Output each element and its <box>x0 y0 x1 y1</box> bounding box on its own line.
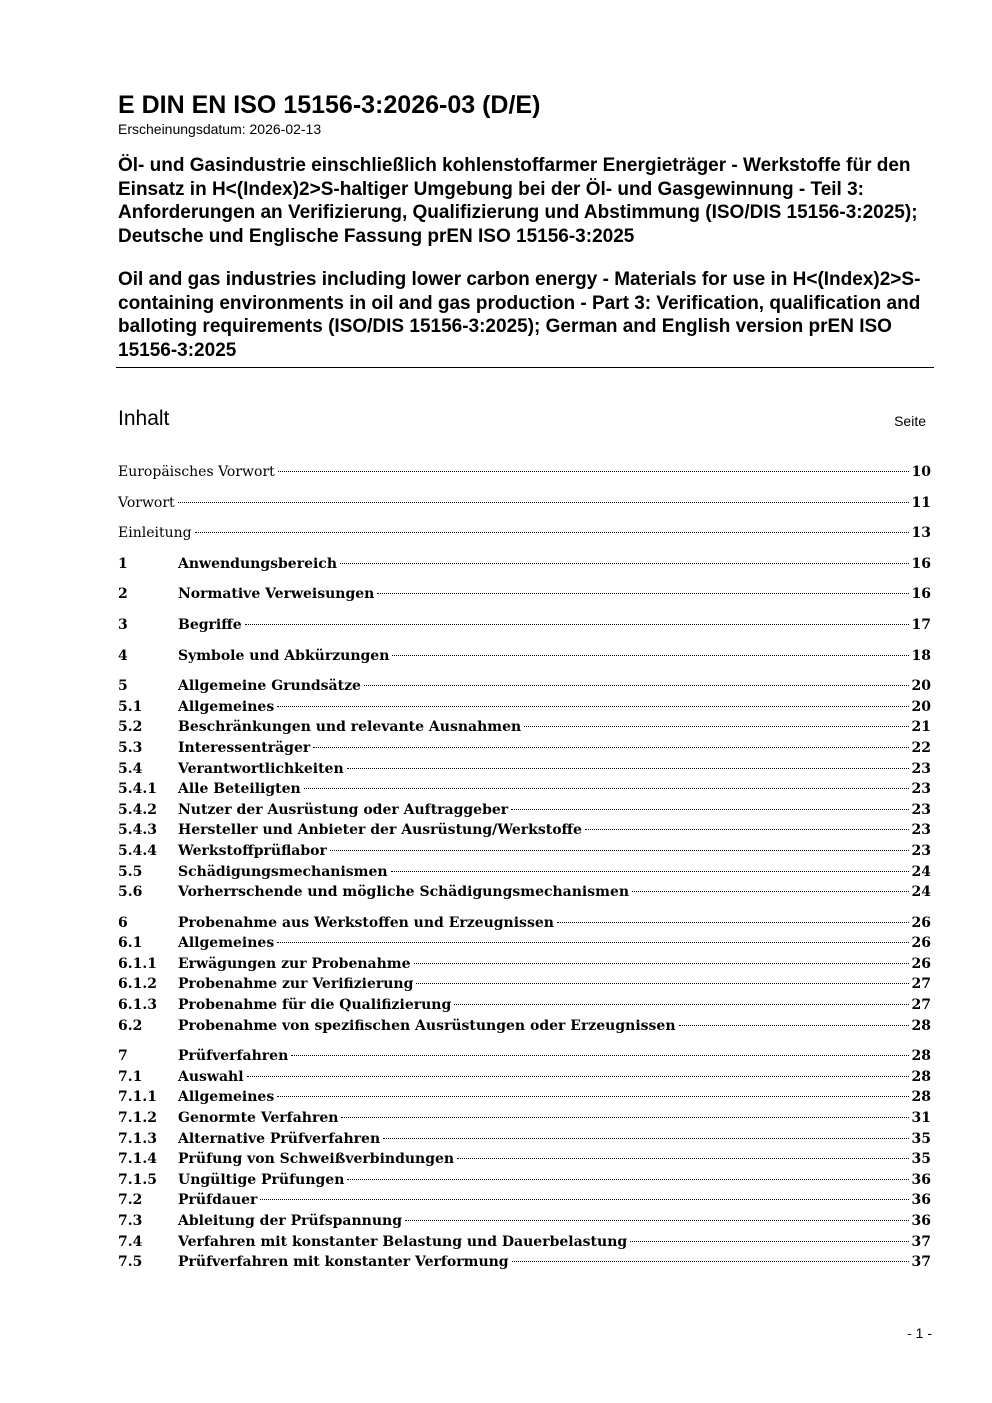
toc-dot-leader <box>247 1076 909 1077</box>
toc-dot-leader <box>392 655 908 656</box>
toc-dot-leader <box>313 747 908 748</box>
toc-entry-number: 6 <box>118 914 128 931</box>
toc-entry-number: 6.1.1 <box>118 955 157 972</box>
toc-entry-number: 5 <box>118 678 128 695</box>
toc-entry-label: Auswahl <box>178 1068 244 1085</box>
toc-entry-label: Allgemeine Grundsätze <box>178 678 361 695</box>
toc-entry-page: 27 <box>911 997 931 1014</box>
toc-entry[interactable] <box>118 1129 931 1150</box>
toc-entry[interactable] <box>118 862 931 883</box>
toc-entry[interactable] <box>118 800 931 821</box>
toc-dot-leader <box>630 1241 908 1242</box>
toc-entry-number: 5.3 <box>118 739 143 756</box>
toc-entry[interactable] <box>118 974 931 995</box>
toc-dot-leader <box>585 829 909 830</box>
toc-entry-number: 7.3 <box>118 1213 143 1229</box>
toc-entry-label: Allgemeines <box>178 698 275 715</box>
toc-entry-number: 7.2 <box>118 1192 143 1209</box>
toc-entry-number: 6.1 <box>118 935 143 952</box>
toc-dot-leader <box>416 983 908 984</box>
toc-dot-leader <box>277 706 908 707</box>
toc-entry-page: 18 <box>911 647 931 664</box>
toc-entry-number: 5.4.1 <box>118 781 157 798</box>
toc-entry-number: 7.1.2 <box>118 1110 157 1127</box>
toc-dot-leader <box>340 563 909 564</box>
title-german: Öl- und Gasindustrie einschließlich kohlenstoffarmer Energieträger - Werkstoffe für den Einsatz in H<(Index)2>S-haltiger Umgebung bei der Öl- und Gasgewinnung - Teil 3: Anforderungen an Verifizierung, Qualifizierung und Abstimmung (ISO/DIS 15156-3:2025); Deutsche und Englische Fassung prEN ISO 15156-3:2025 <box>118 155 918 247</box>
toc-entry-label: Europäisches Vorwort <box>118 464 275 480</box>
toc-entry-page: 23 <box>911 822 931 839</box>
toc-entry-page: 23 <box>911 842 931 859</box>
toc-dot-leader <box>347 1179 908 1180</box>
toc-entry-page: 24 <box>911 863 931 880</box>
toc-dot-leader <box>195 532 909 533</box>
toc-entry[interactable] <box>118 493 931 514</box>
toc-entry-label: Probenahme von spezifischen Ausrüstungen oder Erzeugnissen <box>178 1017 676 1034</box>
toc-entry-page: 31 <box>911 1110 931 1127</box>
toc-entry-label: Allgemeines <box>178 935 275 952</box>
toc-entry-number: 5.4.3 <box>118 822 157 839</box>
toc-dot-leader <box>457 1158 908 1159</box>
toc-entry-label: Probenahme aus Werkstoffen und Erzeugnissen <box>178 914 554 931</box>
toc-dot-leader <box>178 502 909 503</box>
toc-entry-page: 26 <box>911 955 931 972</box>
toc-entry-page: 28 <box>911 1017 931 1034</box>
toc-entry-label: Verfahren mit konstanter Belastung und Dauerbelastung <box>178 1233 628 1250</box>
toc-dot-leader <box>245 624 909 625</box>
toc-entry-page: 23 <box>911 781 931 798</box>
toc-dot-leader <box>278 471 909 472</box>
toc-entry-label: Verantwortlichkeiten <box>178 760 344 777</box>
toc-entry-page: 10 <box>911 464 931 480</box>
toc-dot-leader <box>304 788 909 789</box>
toc-entry[interactable] <box>118 717 931 738</box>
toc-entry[interactable] <box>118 1170 931 1191</box>
toc-entry-number: 2 <box>118 586 128 603</box>
toc-entry-page: 35 <box>911 1151 931 1168</box>
toc-entry-page: 36 <box>911 1213 931 1229</box>
toc-entry[interactable] <box>118 1232 931 1253</box>
toc-entry-label: Interessenträger <box>178 739 311 756</box>
toc-entry-number: 5.6 <box>118 884 143 901</box>
toc-entry[interactable] <box>118 1211 931 1232</box>
toc-entry-page: 13 <box>911 525 931 542</box>
toc-entry-label: Vorherrschende und mögliche Schädigungsmechanismen <box>178 884 630 901</box>
toc-entry-number: 4 <box>118 647 128 664</box>
toc-entry-number: 7.1 <box>118 1068 143 1085</box>
toc-entry[interactable] <box>118 646 931 667</box>
toc-entry-label: Ableitung der Prüfspannung <box>178 1213 402 1229</box>
toc-entry-page: 28 <box>911 1068 931 1085</box>
toc-entry-label: Nutzer der Ausrüstung oder Auftraggeber <box>178 801 509 818</box>
toc-dot-leader <box>364 685 909 686</box>
toc-entry-number: 7.1.3 <box>118 1130 157 1147</box>
document-header <box>118 90 933 362</box>
toc-dot-leader <box>679 1025 909 1026</box>
toc-entry[interactable] <box>118 738 931 759</box>
toc-entry-number: 6.1.2 <box>118 976 157 993</box>
toc-entry-page: 36 <box>911 1171 931 1188</box>
toc-dot-leader <box>347 768 909 769</box>
toc-entry-page: 20 <box>911 678 931 695</box>
toc-entry[interactable] <box>118 1252 931 1273</box>
toc-entry-page: 16 <box>911 555 931 572</box>
header-divider <box>116 367 934 368</box>
toc-entry-number: 5.2 <box>118 719 143 736</box>
toc-entry-page: 23 <box>911 760 931 777</box>
document-id: E DIN EN ISO 15156-3:2026-03 (D/E) <box>118 91 541 119</box>
toc-entry[interactable] <box>118 841 931 862</box>
toc-entry-page: 11 <box>911 494 931 511</box>
toc-heading: Inhalt <box>118 407 170 430</box>
toc-dot-leader <box>511 809 908 810</box>
toc-dot-leader <box>277 942 908 943</box>
toc-dot-leader <box>524 726 908 727</box>
toc-entry-label: Ungültige Prüfungen <box>178 1171 345 1188</box>
toc-entry[interactable] <box>118 1067 931 1088</box>
toc-entry[interactable] <box>118 954 931 975</box>
toc-entry-number: 1 <box>118 555 128 572</box>
toc-entry[interactable] <box>118 820 931 841</box>
toc-entry-page: 35 <box>911 1130 931 1147</box>
toc-dot-leader <box>391 871 909 872</box>
toc-entry[interactable] <box>118 1046 931 1067</box>
toc-entry-number: 7 <box>118 1048 128 1065</box>
toc-entry-label: Probenahme für die Qualifizierung <box>178 997 452 1014</box>
toc-entry-page: 28 <box>911 1089 931 1106</box>
toc-dot-leader <box>512 1261 909 1262</box>
toc-dot-leader <box>291 1055 908 1056</box>
toc-dot-leader <box>557 922 909 923</box>
toc-entry[interactable] <box>118 1149 931 1170</box>
toc-entry-label: Werkstoffprüflabor <box>178 842 327 859</box>
toc-entry-label: Schädigungsmechanismen <box>178 863 388 880</box>
toc-entry-page: 36 <box>911 1192 931 1209</box>
toc-entry-number: 7.1.5 <box>118 1171 157 1188</box>
toc-entry-label: Symbole und Abkürzungen <box>178 647 390 664</box>
toc-entry-page: 24 <box>911 884 931 901</box>
toc-entry-page: 37 <box>911 1254 931 1271</box>
toc-entry[interactable] <box>118 462 931 483</box>
toc-dot-leader <box>260 1199 908 1200</box>
toc-entry[interactable] <box>118 584 931 605</box>
table-of-contents <box>118 462 931 1273</box>
toc-entry-number: 5.1 <box>118 698 143 715</box>
toc-entry-label: Erwägungen zur Probenahme <box>178 955 411 972</box>
toc-entry-label: Normative Verweisungen <box>178 586 375 603</box>
toc-entry-page: 20 <box>911 698 931 715</box>
toc-entry[interactable] <box>118 1087 931 1108</box>
toc-entry-label: Beschränkungen und relevante Ausnahmen <box>178 719 522 736</box>
toc-entry-label: Prüfverfahren mit konstanter Verformung <box>178 1254 509 1271</box>
toc-entry[interactable] <box>118 913 931 934</box>
toc-entry-page: 37 <box>911 1233 931 1250</box>
toc-entry[interactable] <box>118 1190 931 1211</box>
toc-header <box>118 404 926 434</box>
toc-entry-page: 17 <box>911 616 931 633</box>
toc-entry-label: Einleitung <box>118 525 192 542</box>
toc-entry-number: 7.1.1 <box>118 1089 157 1106</box>
toc-entry[interactable] <box>118 697 931 718</box>
toc-entry[interactable] <box>118 523 931 544</box>
toc-entry-label: Allgemeines <box>178 1089 275 1106</box>
toc-entry-page: 26 <box>911 914 931 931</box>
toc-entry-label: Alternative Prüfverfahren <box>178 1130 381 1147</box>
toc-entry-label: Genormte Verfahren <box>178 1110 339 1127</box>
toc-entry-number: 5.5 <box>118 863 143 880</box>
toc-entry-number: 6.1.3 <box>118 997 157 1014</box>
toc-dot-leader <box>330 850 909 851</box>
toc-entry[interactable] <box>118 995 931 1016</box>
toc-entry-number: 7.5 <box>118 1254 143 1271</box>
toc-entry-number: 5.4.2 <box>118 801 157 818</box>
toc-entry-label: Anwendungsbereich <box>178 555 337 572</box>
toc-entry-page: 21 <box>911 719 931 736</box>
toc-entry-page: 26 <box>911 935 931 952</box>
toc-entry-number: 3 <box>118 616 128 633</box>
toc-entry-number: 7.1.4 <box>118 1151 157 1168</box>
toc-dot-leader <box>632 891 908 892</box>
toc-entry[interactable] <box>118 882 931 903</box>
toc-entry[interactable] <box>118 933 931 954</box>
toc-entry-page: 23 <box>911 801 931 818</box>
toc-dot-leader <box>454 1004 908 1005</box>
toc-entry-label: Begriffe <box>178 616 242 633</box>
toc-entry-page: 27 <box>911 976 931 993</box>
publication-date: Erscheinungsdatum: 2026-02-13 <box>118 121 322 137</box>
toc-entry-label: Prüfung von Schweißverbindungen <box>178 1151 455 1168</box>
toc-entry[interactable] <box>118 1016 931 1037</box>
toc-entry-label: Vorwort <box>118 494 175 511</box>
toc-entry-page: 22 <box>911 739 931 756</box>
toc-dot-leader <box>414 963 909 964</box>
toc-entry[interactable] <box>118 779 931 800</box>
toc-entry-label: Prüfverfahren <box>178 1048 289 1065</box>
toc-entry[interactable] <box>118 676 931 697</box>
toc-entry-label: Alle Beteiligten <box>178 781 301 798</box>
toc-entry-number: 5.4.4 <box>118 842 157 859</box>
toc-dot-leader <box>341 1117 908 1118</box>
toc-entry[interactable] <box>118 615 931 636</box>
toc-entry[interactable] <box>118 1108 931 1129</box>
toc-entry-number: 6.2 <box>118 1017 143 1034</box>
toc-dot-leader <box>377 593 908 594</box>
toc-entry-page: 28 <box>911 1048 931 1065</box>
toc-page-column-label: Seite <box>894 413 926 429</box>
toc-entry-page: 16 <box>911 586 931 603</box>
toc-dot-leader <box>405 1220 909 1221</box>
toc-entry[interactable] <box>118 759 931 780</box>
toc-entry-label: Prüfdauer <box>178 1192 258 1209</box>
toc-entry[interactable] <box>118 554 931 575</box>
toc-dot-leader <box>277 1096 908 1097</box>
toc-entry-number: 7.4 <box>118 1233 143 1250</box>
toc-entry-label: Hersteller und Anbieter der Ausrüstung/Werkstoffe <box>178 822 582 839</box>
title-english: Oil and gas industries including lower carbon energy - Materials for use in H<(Index)2>S-containing environments in oil and gas production - Part 3: Verification, qualification and balloting requirements (ISO/DIS 15156-3:2025); German and English version prEN ISO 15156-3:2025 <box>118 269 921 361</box>
page-number: - 1 - <box>907 1325 932 1341</box>
toc-entry-number: 5.4 <box>118 760 143 777</box>
toc-dot-leader <box>383 1138 908 1139</box>
toc-entry-label: Probenahme zur Verifizierung <box>178 976 414 993</box>
